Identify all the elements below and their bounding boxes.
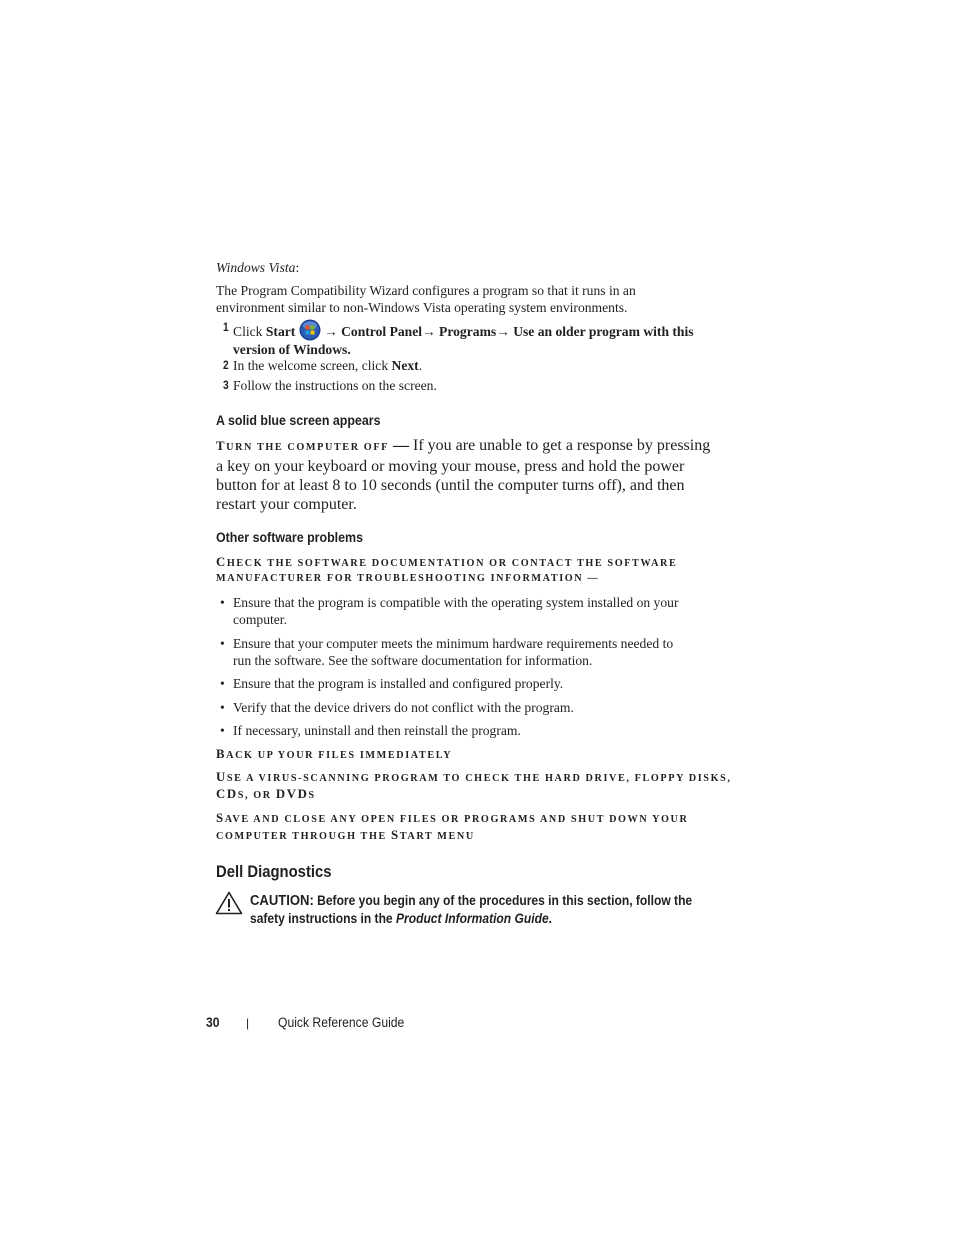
start-initial: S (391, 828, 400, 842)
blue-screen-paragraph (216, 436, 716, 514)
step-number: 2 (223, 358, 229, 372)
caution-label: CAUTION: (250, 893, 314, 909)
plural-s: S (308, 790, 316, 801)
em-dash: — (388, 437, 413, 454)
bullet-text: Verify that the device drivers do not conflict with the program. (233, 700, 574, 715)
action-initial: C (216, 555, 227, 569)
bullet-icon: • (220, 723, 225, 738)
bullet-icon: • (220, 636, 225, 651)
virus-scan-action-line1 (216, 770, 732, 785)
action-rest: HECK THE SOFTWARE DOCUMENTATION OR CONTACT THE SOFTWARE (226, 558, 678, 569)
windows-vista-label: Windows Vista (216, 260, 296, 275)
period: . (347, 342, 351, 357)
programs-label: Programs (439, 324, 497, 339)
action-rest: SE A VIRUS-SCANNING PROGRAM TO CHECK THE HARD DRIVE, FLOPPY DISKS, (226, 773, 732, 784)
colon: : (295, 260, 300, 275)
windows-start-orb-icon (299, 319, 321, 341)
start-rest: TART MENU (399, 831, 475, 842)
action-initial: B (216, 747, 227, 761)
caution-notice (250, 892, 718, 927)
bullet-text: Ensure that the program is compatible with the operating system installed on your (233, 595, 679, 610)
step-text: Follow the instructions on the screen. (233, 378, 437, 393)
period: . (418, 358, 423, 373)
dvd-caps: DVD (275, 787, 309, 801)
action-rest: URN THE COMPUTER OFF (226, 442, 389, 453)
list-item (220, 635, 710, 669)
list-item (220, 594, 710, 628)
footer-separator: | (246, 1016, 250, 1030)
step-1 (223, 319, 713, 358)
backup-action (216, 747, 452, 762)
check-docs-action-line1 (216, 555, 677, 570)
period: . (548, 911, 553, 926)
turn-off-action (216, 439, 389, 453)
windows-vista-heading (216, 259, 299, 276)
action-rest: COMPUTER THROUGH THE (216, 831, 392, 842)
action-initial: U (216, 770, 227, 784)
plural-s: S (237, 790, 245, 801)
step-text: In the welcome screen, click (233, 358, 392, 373)
step-3 (223, 377, 713, 394)
control-panel-label: Control Panel (341, 324, 423, 339)
bullet-text: Ensure that the program is installed and configured properly. (233, 676, 564, 691)
action-initial: S (216, 811, 225, 825)
dell-diagnostics-heading: Dell Diagnostics (216, 863, 332, 881)
caution-icon (215, 891, 243, 915)
other-software-heading: Other software problems (216, 530, 363, 545)
footer-title: Quick Reference Guide (278, 1015, 405, 1030)
step-text: Click (233, 324, 266, 339)
product-information-guide-title: Product Information Guide (395, 911, 549, 926)
page-number: 30 (206, 1015, 220, 1030)
blue-screen-heading: A solid blue screen appears (216, 413, 381, 428)
arrow: → (320, 324, 342, 339)
action-rest: AVE AND CLOSE ANY OPEN FILES OR PROGRAMS AND SHUT DOWN YOUR (224, 814, 689, 825)
arrow: → (422, 324, 440, 339)
cd-caps: CD (216, 787, 238, 801)
next-label: Next (391, 358, 419, 373)
check-docs-action-line2 (216, 573, 599, 584)
bullet-text: computer. (233, 612, 287, 627)
bullet-icon: • (220, 676, 225, 691)
bullet-text: If necessary, uninstall and then reinstall the program. (233, 723, 521, 738)
arrow: → (496, 324, 514, 339)
save-close-action-line1 (216, 811, 688, 826)
older-program-label: Use an older program with this (513, 324, 694, 339)
or-text: , OR (244, 790, 276, 801)
blue-screen-text: If you are unable to get a response by pressing a key on your keyboard or moving your mouse, press and hold the power button for at least 8 to 10 seconds (until the computer turns off), and then restart your computer. (216, 437, 711, 513)
action-rest: MANUFACTURER FOR TROUBLESHOOTING INFORMATION (216, 573, 584, 584)
bullet-text: Ensure that your computer meets the minimum hardware requirements needed to (233, 636, 674, 651)
bullet-icon: • (220, 595, 225, 610)
step-number: 1 (223, 320, 229, 334)
virus-scan-action-line2 (216, 787, 316, 802)
bullet-icon: • (220, 700, 225, 715)
action-initial: T (216, 439, 227, 453)
caution-text: Before you begin any of the procedures in this section, follow the safety instructions in the (250, 893, 693, 926)
list-item (220, 722, 710, 739)
em-dash: — (583, 573, 600, 584)
action-rest: ACK UP YOUR FILES IMMEDIATELY (226, 750, 453, 761)
list-item (220, 699, 710, 716)
step-2 (223, 357, 713, 374)
list-item (220, 675, 710, 692)
bullet-text: run the software. See the software documentation for information. (233, 653, 593, 668)
step-number: 3 (223, 378, 229, 392)
older-program-label-line2: version of Windows (233, 342, 348, 357)
start-label: Start (265, 324, 296, 339)
save-close-action-line2 (216, 828, 475, 843)
vista-intro-paragraph: The Program Compatibility Wizard configures a program so that it runs in an environment similar to non-Windows Vista operating system environments. (216, 283, 636, 315)
